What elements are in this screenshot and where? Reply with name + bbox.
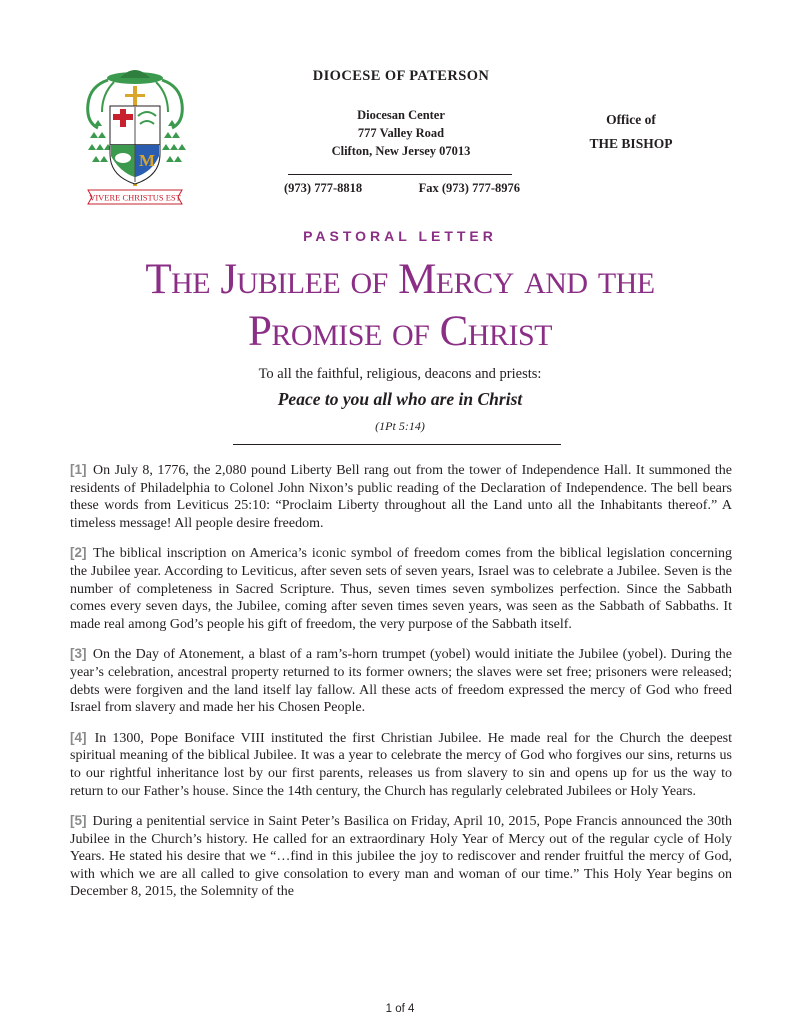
- svg-text:M: M: [138, 151, 156, 170]
- address-block: [288, 106, 514, 160]
- greeting: To all the faithful, religious, deacons and priests:: [258, 366, 542, 382]
- office-line: THE BISHOP: [589, 136, 673, 151]
- paragraph-text: In 1300, Pope Boniface VIII instituted the first Christian Jubilee. He made real for the Church the deepest spiritual meaning of the biblical Jubilee. It was a year to celebrate the mercy of God who forgives our sins, returns us to our rightful inheritance lost by our first parents, releases us from slavery to sin and opens up for us the way to return to our Father’s house. Since the 14th century, the Church has regularly celebrated Jubilees or Holy Years.: [70, 730, 733, 799]
- paragraph-text: During a penitential service in Saint Peter’s Basilica on Friday, April 10, 2015, Pope Francis announced the 30th Jubilee in the Church’s history. He called for an extraordinary Holy Year of Mercy out of the regular cycle of Holy Years. He stated his desire that we “…find in this jubilee the joy to rediscover and render fruitful the mercy of God, with which we are all called to give consolation to every man and woman of our time.” This Holy Year begins on December 8, 2015, the Solemnity of the: [70, 814, 732, 900]
- office-line: Office of: [606, 112, 656, 127]
- scripture-citation: (1Pt 5:14): [375, 419, 425, 433]
- paragraph-text: On July 8, 1776, the 2,080 pound Liberty Bell rang out from the tower of Independence Hall. It summoned the residents of Philadelphia to Colonel John Nixon’s public reading of the Declaration of Independence. The bell bears these words from Leviticus 25:10: “Proclaim Liberty throughout all the Land unto all the Inhabitants thereof.” A timeless message! All people desire freedom.: [70, 463, 732, 531]
- motto-text: VIVERE CHRISTUS EST: [89, 192, 181, 203]
- office-of-the-bishop: [568, 108, 694, 156]
- letterhead-divider: [288, 174, 512, 175]
- address-line: 777 Valley Road: [357, 126, 445, 140]
- title-line: Promise of Christ: [248, 308, 552, 355]
- paragraph-text: The biblical inscription on America’s iconic symbol of freedom comes from the biblical legislation concerning the Jubilee year. According to Leviticus, after seven sets of seven years, Israel was to celebrate a Jubilee. Seven is the number of completeness in Sacred Scripture. Thus, seven times seven symbolizes perfection. Since the Sabbath comes every seven days, the Jubilee, coming after seven times seven years, was seen as the Sabbath of Sabbaths. It made real among God’s people his gift of freedom, the very purpose of the Sabbath itself.: [70, 546, 733, 632]
- paragraph: [70, 544, 732, 633]
- contact-numbers: [284, 181, 520, 196]
- paragraph-number: [2]: [70, 545, 87, 561]
- diocesan-coat-of-arms: [80, 64, 190, 212]
- title-line: The Jubilee of Mercy and the: [145, 256, 655, 303]
- letter-title: [0, 254, 800, 358]
- paragraph: [70, 645, 732, 716]
- address-line: Diocesan Center: [357, 108, 445, 122]
- fax-number: Fax (973) 777-8976: [418, 181, 520, 195]
- blessing: Peace to you all who are in Christ: [277, 389, 523, 409]
- phone-number: (973) 777-8818: [284, 181, 363, 195]
- title-divider: [233, 444, 561, 445]
- letter-body: [70, 461, 732, 913]
- paragraph-number: [1]: [70, 462, 87, 477]
- address-line: Clifton, New Jersey 07013: [331, 144, 471, 158]
- paragraph: [70, 729, 732, 800]
- organization-name: DIOCESE OF PATERSON: [312, 68, 490, 84]
- paragraph-number: [5]: [70, 813, 87, 829]
- document-type-label: PASTORAL LETTER: [303, 228, 497, 244]
- paragraph: [70, 812, 732, 901]
- paragraph-number: [4]: [70, 729, 87, 745]
- paragraph: [70, 461, 732, 532]
- page-number: 1 of 4: [385, 1003, 415, 1015]
- paragraph-number: [3]: [70, 646, 87, 662]
- paragraph-text: On the Day of Atonement, a blast of a ram’s-horn trumpet (yobel) would initiate the Jubilee (yobel). During the year’s celebration, ancestral property returned to its former owners; the slaves were set free; prisoners were released; debts were forgiven and the land itself lay fallow. All these acts of freedom expressed the mercy of God who freed Israel from slavery and made her his Chosen People.: [70, 647, 732, 716]
